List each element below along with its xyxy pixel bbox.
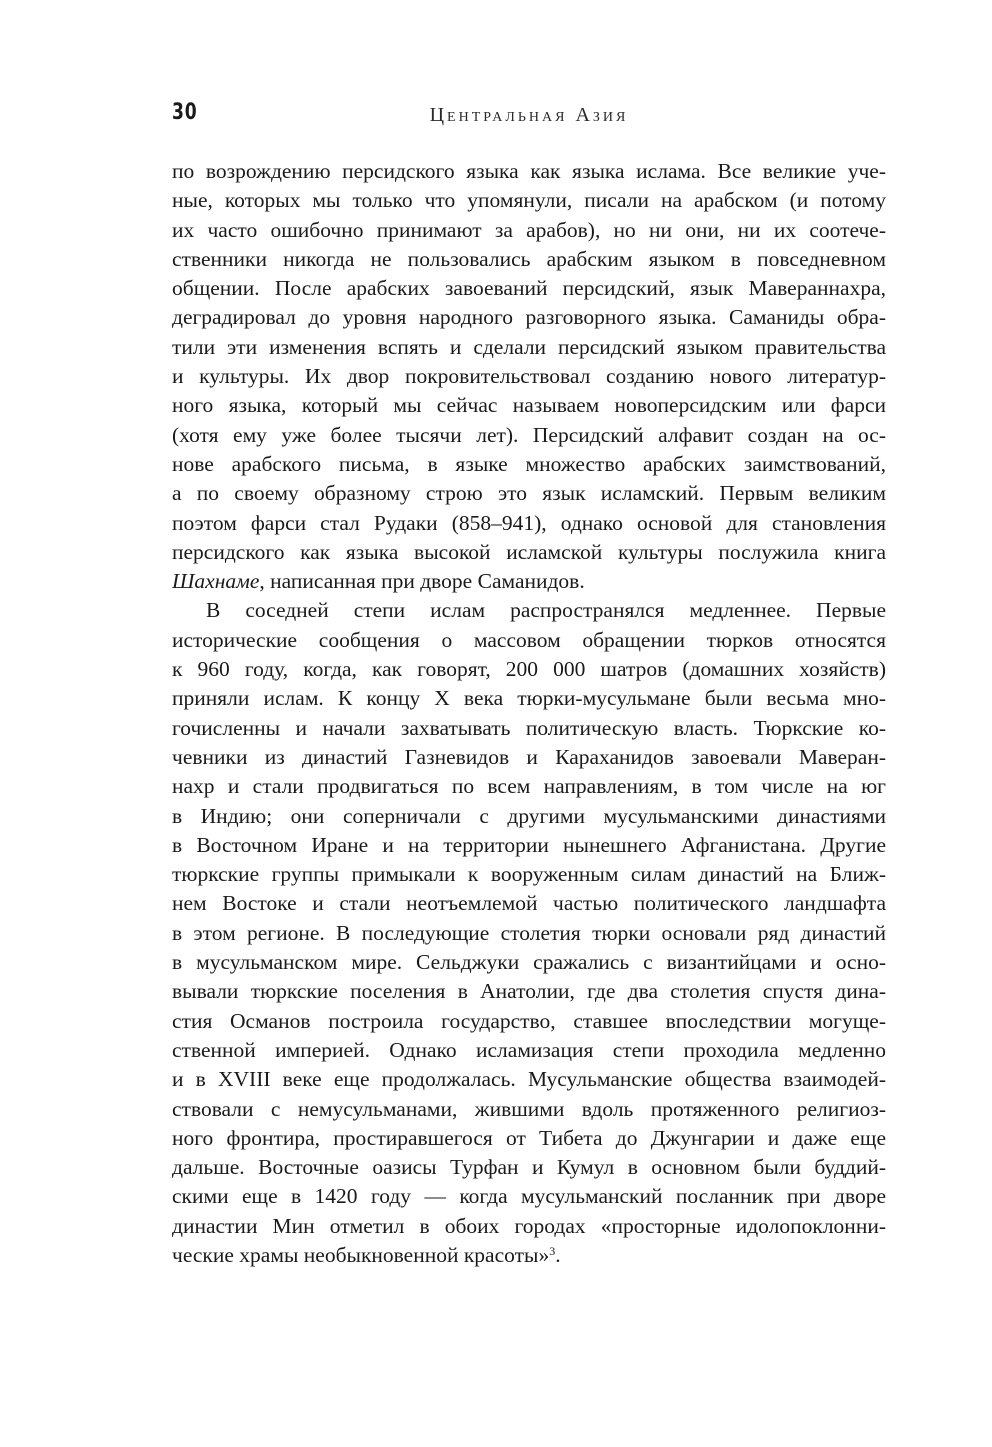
page-header xyxy=(172,100,886,132)
footnote-reference[interactable]: 3 xyxy=(549,1243,556,1258)
text-line: нем Востоке и стали неотъемлемой частью политического ландшафта xyxy=(172,891,886,916)
text-line: и в XVIII веке еще продолжалась. Мусульманские общества взаимодей- xyxy=(172,1067,886,1092)
text-line: ного фронтира, простиравшегося от Тибета до Джунгарии и даже еще xyxy=(172,1125,886,1150)
text-line: в Восточном Иране и на территории нынешнего Афганистана. Другие xyxy=(172,832,886,857)
text-line: нахр и стали продвигаться по всем направлениям, в том числе на юг xyxy=(172,774,886,799)
text-line: гочисленны и начали захватывать политическую власть. Тюркские ко- xyxy=(172,715,886,740)
text-line: нове арабского письма, в языке множество арабских заимствований, xyxy=(172,451,886,476)
text-line: в Индию; они соперничали с другими мусульманскими династиями xyxy=(172,803,886,828)
text-line: приняли ислам. К концу X века тюрки-мусульмане были весьма мно- xyxy=(172,686,886,711)
text-line: тюркские группы примыкали к вооруженным силам династий на Ближ- xyxy=(172,862,886,887)
text-line: и культуры. Их двор покровительствовал созданию нового литератур- xyxy=(172,364,886,389)
text-line: общении. После арабских завоеваний персидский, язык Мавераннахра, xyxy=(172,276,886,301)
text-line: в этом регионе. В последующие столетия тюрки основали ряд династий xyxy=(172,920,886,945)
text-line: стия Османов построила государство, ставшее впоследствии могуще- xyxy=(172,1008,886,1033)
text-line: их часто ошибочно принимают за арабов), но ни они, ни их соотече- xyxy=(172,217,886,242)
text-line: ственной империей. Однако исламизация степи проходила медленно xyxy=(172,1037,886,1062)
text-line: вывали тюркские поселения в Анатолии, где два столетия спустя дина- xyxy=(172,979,886,1004)
text-line: В соседней степи ислам распространялся медленнее. Первые xyxy=(206,598,886,623)
text-fragment: ческие храмы необыкновенной красоты» xyxy=(172,1242,550,1267)
paragraph-1 xyxy=(172,157,886,596)
text-line: персидского как языка высокой исламской культуры послужила книга xyxy=(172,539,886,564)
text-line: династии Мин отметил в обоих городах «просторные идолопоклонни- xyxy=(172,1213,886,1238)
text-fragment: . xyxy=(555,1242,561,1267)
page-number: 30 xyxy=(172,100,198,125)
text-line: ные, которых мы только что упомянули, писали на арабском (и потому xyxy=(172,188,886,213)
text-line: исторические сообщения о массовом обращении тюрков относятся xyxy=(172,627,886,652)
paragraph-2 xyxy=(172,596,886,1270)
text-line: ного языка, который мы сейчас называем новоперсидским или фарси xyxy=(172,393,886,418)
text-line: ственники никогда не пользовались арабским языком в повседневном xyxy=(172,246,886,271)
text-line: скими еще в 1420 году — когда мусульманский посланник при дворе xyxy=(172,1184,886,1209)
text-line: ствовали с немусульманами, жившими вдоль протяженного религиоз- xyxy=(172,1096,886,1121)
text-fragment: , написанная при дворе Саманидов. xyxy=(259,569,585,594)
text-line xyxy=(172,567,886,596)
text-line xyxy=(172,1241,886,1270)
running-head: Центральная Азия xyxy=(429,104,629,126)
text-line: (хотя ему уже более тысячи лет). Персидский алфавит создан на ос- xyxy=(172,422,886,447)
text-line: поэтом фарси стал Рудаки (858–941), однако основой для становления xyxy=(172,510,886,535)
text-line: деградировал до уровня народного разговорного языка. Саманиды обра- xyxy=(172,305,886,330)
text-line: к 960 году, когда, как говорят, 200 000 шатров (домашних хозяйств) xyxy=(172,657,886,682)
text-line: а по своему образному строю это язык исламский. Первым великим xyxy=(172,481,886,506)
text-body xyxy=(172,157,886,1270)
book-title: Шахнаме xyxy=(172,569,260,594)
text-line: по возрождению персидского языка как языка ислама. Все великие уче- xyxy=(172,159,886,183)
text-line: чевники из династий Газневидов и Караханидов завоевали Мaверан- xyxy=(172,744,886,769)
text-line: тили эти изменения вспять и сделали персидский языком правительства xyxy=(172,334,886,359)
text-line: дальше. Восточные оазисы Турфан и Кумул в основном были буддий- xyxy=(172,1155,886,1180)
text-line: в мусульманском мире. Сельджуки сражались с византийцами и осно- xyxy=(172,950,886,975)
